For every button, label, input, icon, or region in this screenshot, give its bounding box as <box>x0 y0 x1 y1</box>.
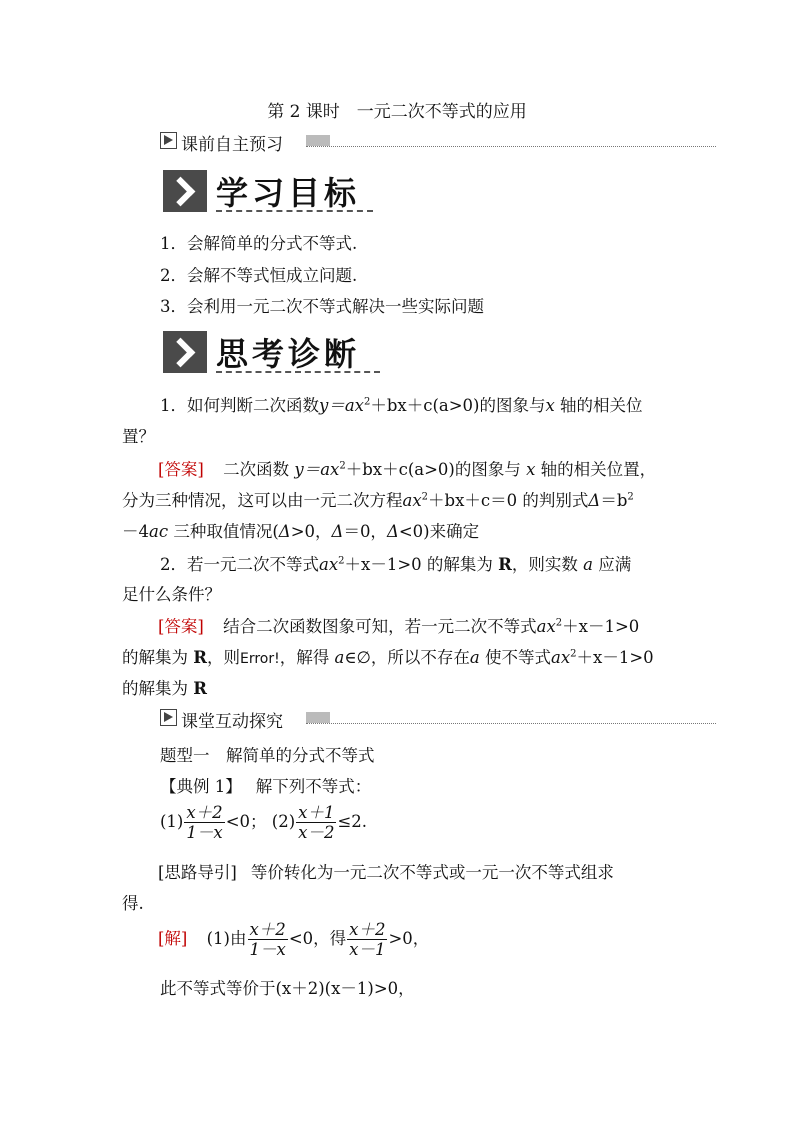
section-header-pre <box>160 130 716 155</box>
answer-2-line-1: [答案] 结合二次函数图象可知，若一元二次不等式$ax^2+x-1>0$ <box>158 617 640 636</box>
question-1-line-2: 置？ <box>122 427 155 446</box>
answer-label: [答案] <box>158 617 204 636</box>
hint-line-2: 得. <box>122 894 144 913</box>
page-title: 第 2 课时 一元二次不等式的应用 <box>267 102 527 122</box>
section-title: 课前自主预习 <box>181 135 283 155</box>
answer-2-line-2: 的解集为 R，则Error!，解得 a∈∅，所以不存在a 使不等式$ax^2+x-1>0$ <box>122 648 654 667</box>
hint-label: [思路导引] <box>158 863 237 882</box>
solution-line-2: 此不等式等价于(x＋2)(x－1)>0， <box>160 979 415 998</box>
play-icon <box>160 709 177 726</box>
answer-1-line-3: －4ac 三种取值情况(Δ>0，Δ＝0，Δ<0)来确定 <box>122 522 480 541</box>
dotted-divider <box>306 146 716 147</box>
dashed-underline <box>216 210 373 212</box>
solution-label: [解] <box>158 929 188 948</box>
goal-item: 1．会解简单的分式不等式. <box>160 234 358 253</box>
arrow-icon <box>163 331 207 373</box>
type-heading: 题型一 解简单的分式不等式 <box>160 746 375 765</box>
question-2-line-2: 足什么条件？ <box>122 585 221 604</box>
dotted-divider <box>306 723 716 724</box>
divider-bar <box>306 135 330 146</box>
answer-1-line-2: 分为三种情况，这可以由一元二次方程$ax^2+bx+c=0$ 的判别式$\Delta=b^2$ <box>122 491 634 510</box>
dashed-underline <box>216 371 380 373</box>
play-icon <box>160 132 177 149</box>
section-header-classroom <box>160 707 716 732</box>
banner-goals <box>160 166 375 216</box>
question-2-line-1: 2．若一元二次不等式$ax^2+x-1>0$ 的解集为 R，则实数 a 应满 <box>160 555 632 574</box>
answer-2-line-3: 的解集为 R <box>122 679 207 698</box>
banner-thinking <box>160 327 382 377</box>
section-title: 课堂互动探究 <box>181 712 283 732</box>
divider-bar <box>306 712 330 723</box>
inequality-list: (1) $\frac{x+2}{1-x}$ <0； (2) $\frac{x+1}{x-2}$ ≤2. <box>160 803 368 842</box>
solution-line-1: [解] (1)由 $\frac{x+2}{1-x}$ <0，得 $\frac{x+2}{x-1}$ >0， <box>158 920 430 959</box>
goal-item: 2．会解不等式恒成立问题. <box>160 266 358 285</box>
arrow-icon <box>163 170 207 212</box>
banner-title: 思考诊断 <box>216 335 361 373</box>
answer-1-line-1: [答案] 二次函数 $y=ax^2+bx+c(a>0)$的图象与 x 轴的相关位置， <box>158 460 657 479</box>
example-heading: 【典例 1】 解下列不等式： <box>160 777 372 796</box>
goal-item: 3．会利用一元二次不等式解决一些实际问题 <box>160 297 484 316</box>
answer-label: [答案] <box>158 460 204 479</box>
question-1-line-1: 1．如何判断二次函数$y=ax^2+bx+c(a>0)$的图象与x 轴的相关位 <box>160 396 643 415</box>
banner-title: 学习目标 <box>216 174 361 212</box>
hint-line-1: [思路导引] 等价转化为一元二次不等式或一元一次不等式组求 <box>158 863 614 882</box>
